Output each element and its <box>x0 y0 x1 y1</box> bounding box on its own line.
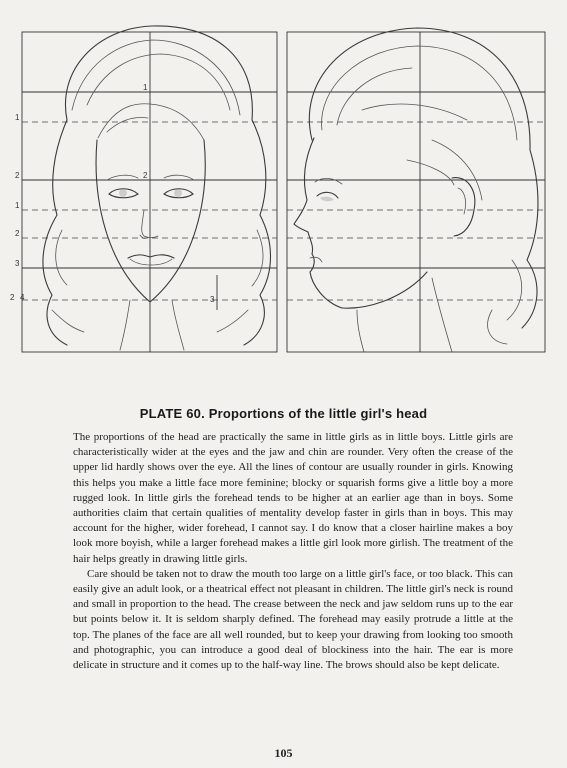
paragraph: Care should be taken not to draw the mouth too large on a little girl's face, or too black. This can easily give an adult look, or a theatrical effect not pleasant in children. The little girl's neck is round and small in proportion to the head. The crease between the neck and jaw seldom runs up to the ear but points below it. It is seldom sharply defined. The forehead may easily protrude a little at the top. The planes of the face are all well rounded, but to keep your drawing from looking too smooth and photographic, you can introduce a good deal of blockiness into the hair. The ear is more delicate in structure and it comes up to the half-way line. The brows should also be kept delicate. <box>73 567 513 672</box>
plate-illustration <box>12 10 552 360</box>
plate-caption: PLATE 60. Proportions of the little girl's head <box>139 406 428 421</box>
left-marker: 2 <box>15 171 20 180</box>
page-number: 105 <box>274 746 293 760</box>
left-marker: 1 <box>15 201 20 210</box>
front-view-grid <box>22 32 277 352</box>
paragraph: The proportions of the head are practically the same in little girls as in little boys. Little girls are characteristically wider at the eyes and the jaw and chin are rounder. Very often the crease of the upper lid hardly shows over the eye. All the lines of contour are usually rounder in girls. Knowing this helps you make a little face more feminine; blocky or squarish forms give a little boy a more rugged look. In little girls the forehead tends to be higher at an earlier age than in boys. Some authorities claim that certain qualities of mentality develop faster in girls than in boys. This may account for the higher, wider forehead, I cannot say. I do know that a closer hairline makes a boy look more boyish, while a larger forehead makes a little girl look more girlish. The treatment of the hair helps greatly in drawing little girls. <box>73 431 513 565</box>
left-marker: 1 <box>15 113 20 122</box>
left-marker: 4 <box>20 293 25 302</box>
left-marker: 3 <box>15 259 20 268</box>
profile-face-sketch <box>294 28 538 352</box>
body-text <box>73 430 513 673</box>
center-marker: 1 <box>143 83 148 92</box>
left-marker: 2 <box>10 293 15 302</box>
center-marker: 3 <box>210 295 215 304</box>
head-proportion-drawing <box>12 10 552 360</box>
front-face-sketch <box>43 26 271 350</box>
center-marker: 2 <box>143 171 148 180</box>
left-marker: 2 <box>15 229 20 238</box>
